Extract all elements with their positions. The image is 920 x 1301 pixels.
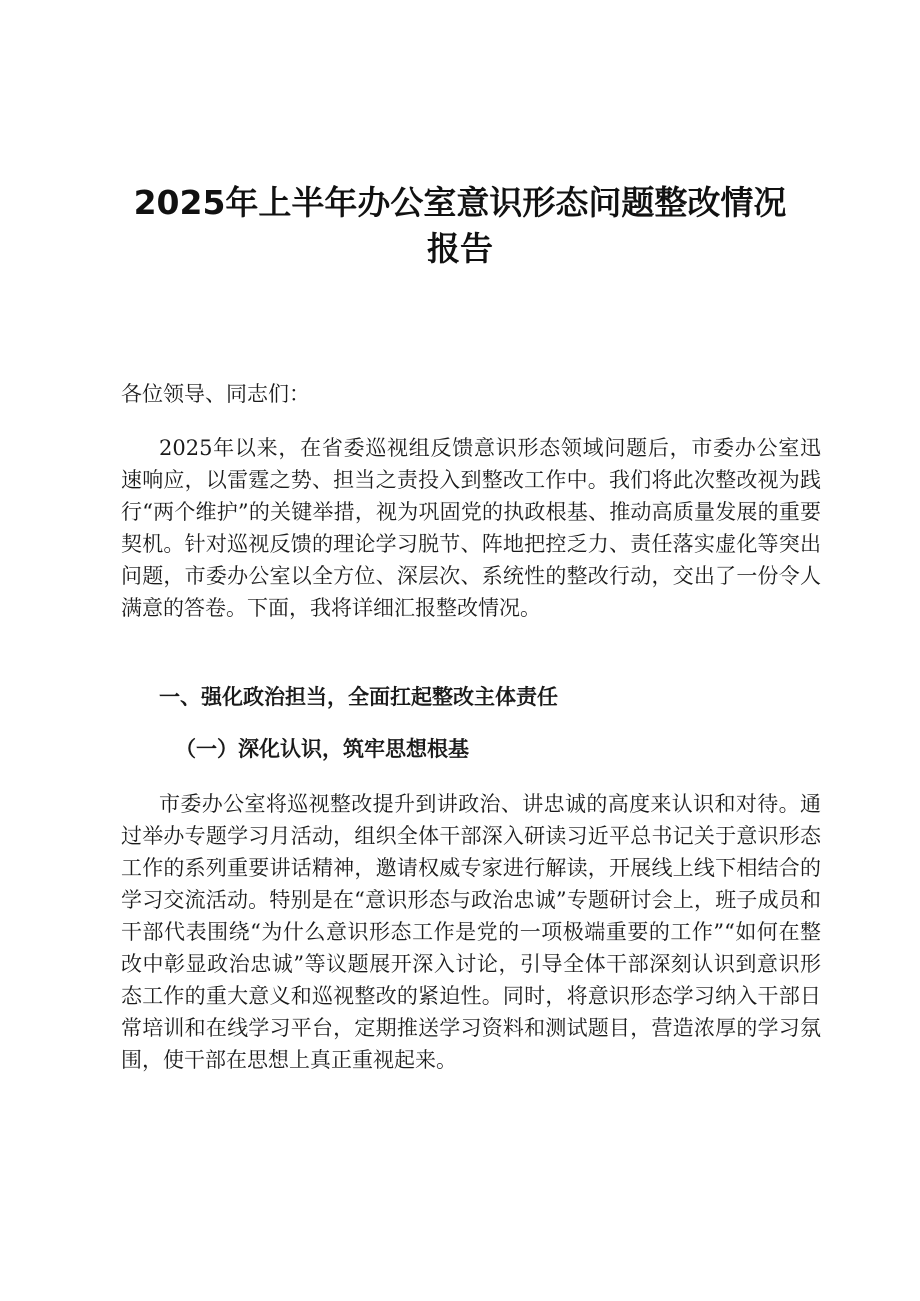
subsection-1-heading: （一）深化认识，筑牢思想根基	[175, 736, 469, 761]
document-title-line-2: 报告	[427, 229, 493, 269]
salutation: 各位领导、同志们：	[121, 382, 310, 406]
subsection-1-paragraph: 市委办公室将巡视整改提升到讲政治、讲忠诚的高度来认识和对待。通过举办专题学习月活动，组织全体干部深入研读习近平总书记关于意识形态工作的系列重要讲话精神，邀请权威专家进行解读，开展线上线下相结合的学习交流活动。特别是在“意识形态与政治忠诚”专题研讨会上，班子成员和干部代表围绕“为什么意识形态工作是党的一项极端重要的工作”“如何在整改中彰显政治忠诚”等议题展开深入讨论，引导全体干部深刻认识到意识形态工作的重大意义和巡视整改的紧迫性。同时，将意识形态学习纳入干部日常培训和在线学习平台，定期推送学习资料和测试题目，营造浓厚的学习氛围，使干部在思想上真正重视起来。	[121, 792, 821, 1072]
document-title-line-1: 2025年上半年办公室意识形态问题整改情况	[133, 183, 787, 223]
section-1-heading: 一、强化政治担当，全面扛起整改主体责任	[159, 684, 558, 709]
document-title	[0, 180, 920, 272]
intro-paragraph: 2025年以来，在省委巡视组反馈意识形态领域问题后，市委办公室迅速响应，以雷霆之势、担当之责投入到整改工作中。我们将此次整改视为践行“两个维护”的关键举措，视为巩固党的执政根基、推动高质量发展的重要契机。针对巡视反馈的理论学习脱节、阵地把控乏力、责任落实虚化等突出问题，市委办公室以全方位、深层次、系统性的整改行动，交出了一份令人满意的答卷。下面，我将详细汇报整改情况。	[121, 436, 821, 620]
